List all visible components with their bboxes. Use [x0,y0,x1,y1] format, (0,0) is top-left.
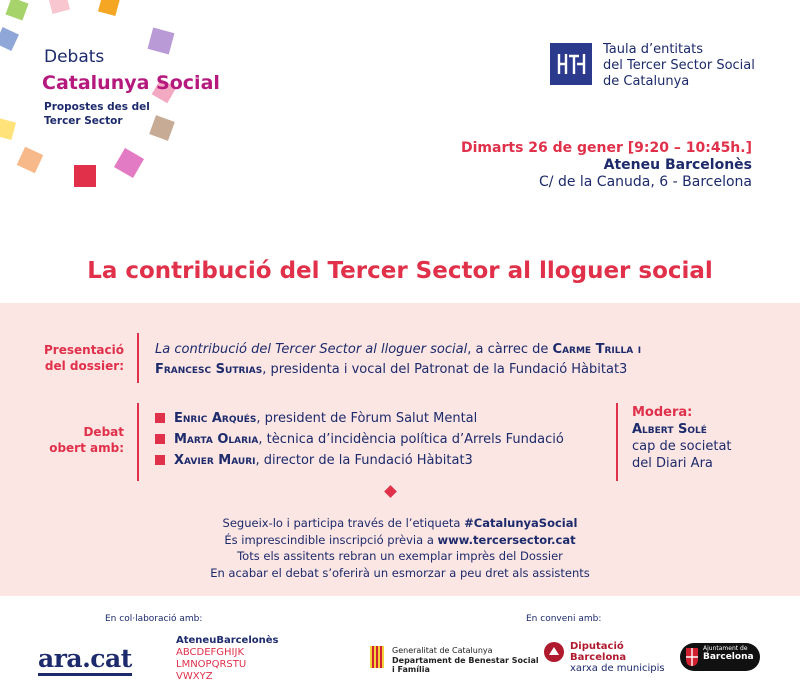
bcn-line: Barcelona [703,652,754,662]
event-address: C/ de la Canuda, 6 - Barcelona [539,174,752,190]
event-notes [0,515,800,581]
event-info [461,140,752,191]
taula-line: de Catalunya [603,74,690,89]
presentation-label-line: del dossier: [44,359,124,373]
participant-role: , director de la Fundació Hàbitat3 [255,453,473,468]
taula-name [603,42,793,90]
list-item [155,451,473,471]
list-item [155,409,477,429]
presentation-connector: , a càrrec de [467,342,553,357]
ateneu-logo[interactable] [176,635,279,683]
moderator [632,404,792,472]
diba-logo-icon [544,642,564,662]
speaker-name: Francesc Sutrias [155,362,263,377]
moderator-name: Albert Solé [632,422,707,437]
participant-role: , president de Fòrum Salut Mental [256,411,478,426]
ara-logo[interactable]: ara.cat [38,644,132,673]
info-line [0,515,800,532]
gencat-line: Departament de Benestar Social [392,655,539,665]
bullet-icon [155,413,165,423]
bcn-shield-icon [686,648,698,666]
presentation-text [155,340,715,380]
hashtag[interactable]: #CatalunyaSocial [464,516,578,530]
dossier-title: La contribució del Tercer Sector al lloguer social [155,342,468,357]
diba-line: xarxa de municipis [570,663,665,674]
participant-name: Marta Olaria [174,432,259,447]
debate-label-line: Debat [83,425,124,439]
presentation-label [44,342,124,374]
debats-label: Debats [44,47,105,67]
conveni-label: En conveni amb: [526,614,602,624]
taula-line: del Tercer Sector Social [603,58,755,73]
info-text: Segueix-lo i participa través de l’etiqueta [222,516,465,530]
diba-logo[interactable] [570,641,665,674]
ajuntament-text [703,645,754,663]
gencat-line: i Família [392,665,430,674]
participant-name: Enric Arqués [174,411,257,426]
page-title: La contribució del Tercer Sector al lloguer social [87,258,713,284]
gencat-logo-icon [370,646,384,668]
moderator-label: Modera: [632,405,693,420]
ateneu-name: AteneuBarcelonès [176,635,279,646]
taula-logo-icon [550,43,592,85]
bullet-icon [155,455,165,465]
bullet-icon [155,434,165,444]
diba-line: Barcelona [570,652,627,663]
info-text: És imprescindible inscripció prèvia a [224,532,438,547]
moderator-role: del Diari Ara [632,456,713,471]
divider-bar [616,403,618,481]
registration-link[interactable]: www.tercersector.cat [437,532,576,547]
debate-label-line: obert amb: [49,441,124,455]
speaker-name: Carme Trilla i [552,342,642,357]
ateneu-letters: VWXYZ [176,671,213,682]
collab-label: En col·laboració amb: [105,614,203,624]
bcn-line: Ajuntament de [703,645,748,652]
participant-name: Xavier Mauri [174,453,256,468]
info-line: En acabar el debat s’oferirà un esmorzar a peu dret als assistents [210,565,590,580]
diba-line: Diputació [570,641,624,652]
gencat-logo[interactable] [392,646,539,675]
divider-bar [137,403,139,481]
catalunya-social-title: Catalunya Social [42,72,220,94]
presentation-label-line: Presentació [44,343,124,357]
gencat-line: Generalitat de Catalunya [392,646,493,655]
info-line [0,532,800,549]
event-place: Ateneu Barcelonès [603,157,752,173]
speaker-role: , presidenta i vocal del Patronat de la Fundació Hàbitat3 [262,362,628,377]
taula-line: Taula d’entitats [603,42,703,57]
propostes-subtitle: Propostes des del Tercer Sector [44,101,150,127]
moderator-role: cap de societat [632,439,732,454]
info-line: Tots els assitents rebran un exemplar imprès del Dossier [237,549,563,563]
participant-role: , tècnica d’incidència política d’Arrels Fundació [258,432,564,447]
divider-bar [137,333,139,383]
debate-label [49,424,124,456]
event-date: Dimarts 26 de gener [9:20 – 10:45h.] [461,140,752,156]
list-item [155,430,564,450]
ateneu-letters: ABCDEFGHIJK [176,647,245,658]
ateneu-letters: LMNOPQRSTU [176,659,247,670]
